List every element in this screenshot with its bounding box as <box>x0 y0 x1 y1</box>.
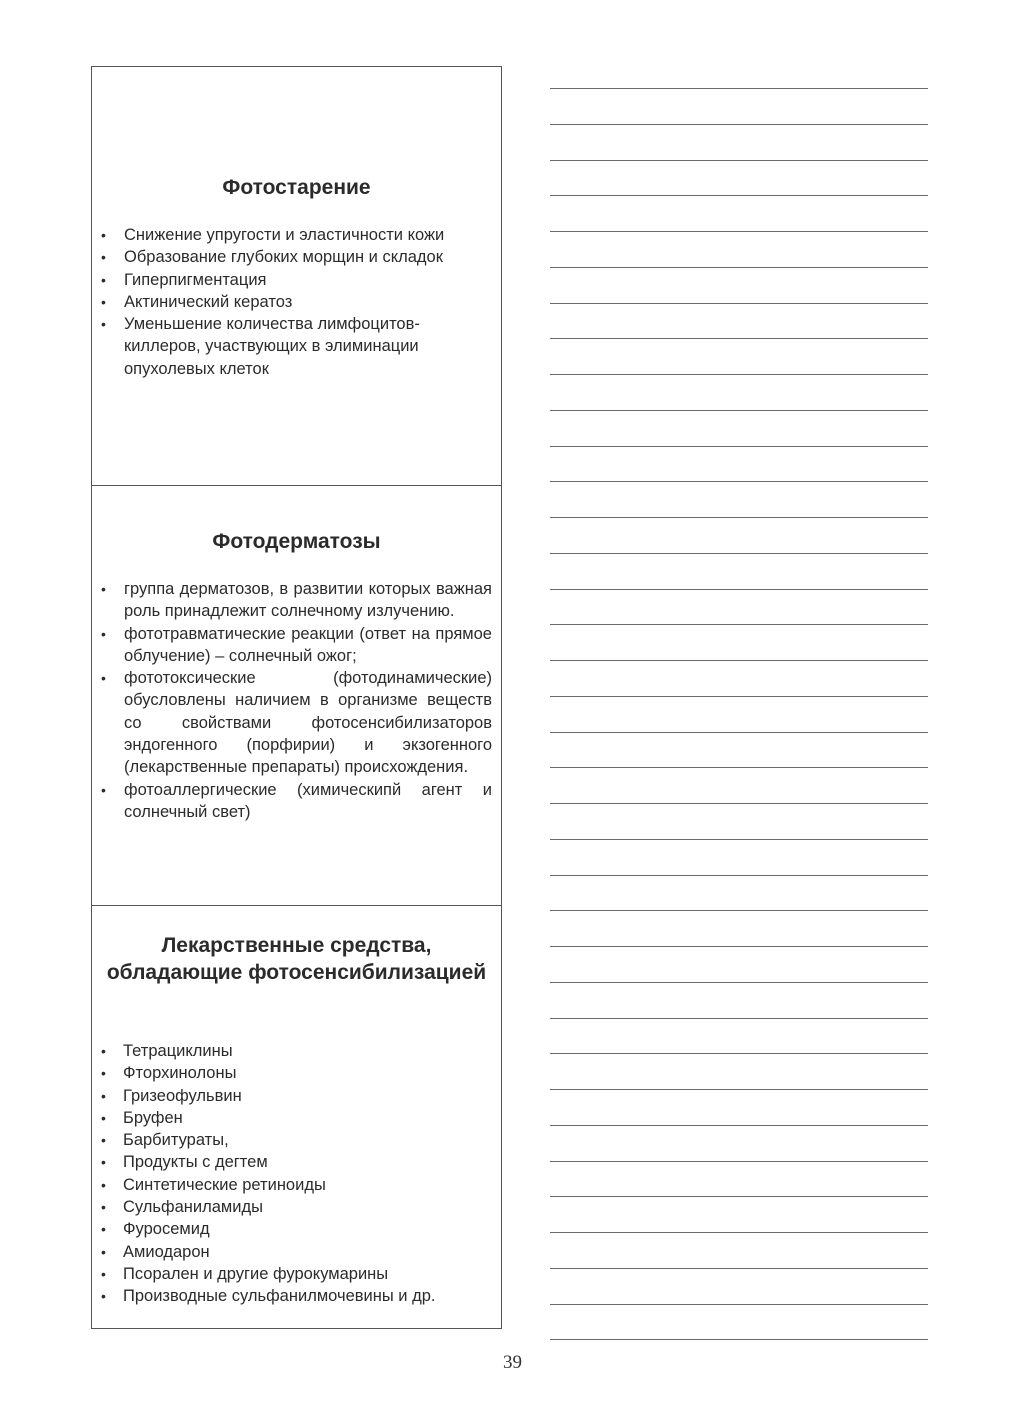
list-item: • Гиперпигментация <box>92 269 492 291</box>
bullet-icon: • <box>101 293 106 310</box>
ruled-line <box>550 1232 928 1233</box>
bullet-icon: • <box>101 1265 106 1282</box>
ruled-line <box>550 338 928 339</box>
list-item: • Фуросемид <box>92 1218 492 1240</box>
ruled-line <box>550 195 928 196</box>
ruled-line <box>550 88 928 89</box>
page-number: 39 <box>503 1352 522 1373</box>
bullet-icon: • <box>101 1176 106 1193</box>
bullet-icon: • <box>101 1087 106 1104</box>
list-item: • фототравматические реакции (ответ на прямое облучение) – солнечный ожог; <box>101 624 492 665</box>
section-photoaging <box>92 67 501 485</box>
bullet-icon: • <box>101 1243 106 1260</box>
ruled-line <box>550 839 928 840</box>
bullet-icon: • <box>101 227 106 243</box>
ruled-line <box>550 410 928 411</box>
list-item: • Барбитураты, <box>92 1129 492 1151</box>
list-item: • Синтетические ретиноиды <box>92 1174 492 1196</box>
bullet-icon: • <box>101 1043 106 1059</box>
bullet-icon: • <box>101 249 106 266</box>
ruled-line <box>550 982 928 983</box>
bullet-icon: • <box>101 781 106 798</box>
ruled-line <box>550 1125 928 1126</box>
ruled-line <box>550 696 928 697</box>
list-item: • Актинический кератоз <box>92 291 492 313</box>
ruled-line <box>550 1339 928 1340</box>
ruled-line <box>550 660 928 661</box>
list-item: • Производные сульфанилмочевины и др. <box>92 1285 492 1307</box>
list-item: • Тетрациклины <box>92 1040 492 1062</box>
list-item: • Продукты с дегтем <box>92 1151 492 1173</box>
list-item: • Сульфаниламиды <box>92 1196 492 1218</box>
list-item: • Гризеофульвин <box>92 1085 492 1107</box>
bullet-icon: • <box>101 1154 106 1171</box>
list-item: • фототоксические (фотодинамические) обусловлены наличием в организме веществ со свойствами фотосенсибилизаторов эндогенного (порфирии) и экзогенного (лекарственные препараты) происхождения. <box>101 669 492 777</box>
ruled-line <box>550 374 928 375</box>
bullet-icon: • <box>101 1221 106 1238</box>
ruled-line <box>550 481 928 482</box>
content-box <box>91 66 502 1329</box>
list-item: • Фторхинолоны <box>92 1062 492 1084</box>
ruled-line <box>550 1161 928 1162</box>
ruled-line <box>550 553 928 554</box>
ruled-line <box>550 946 928 947</box>
bullet-icon: • <box>101 625 106 642</box>
bullet-icon: • <box>101 316 106 333</box>
ruled-line <box>550 446 928 447</box>
section-title: Лекарственные средства, обладающие фотосенсибилизацией <box>106 934 487 984</box>
ruled-line <box>550 803 928 804</box>
notes-ruled-lines <box>550 0 928 1330</box>
ruled-line <box>550 589 928 590</box>
list-item: • Уменьшение количества лимфоцитов-киллеров, участвующих в элиминации опухолевых клеток <box>101 315 420 378</box>
bullet-icon: • <box>101 1109 106 1126</box>
list-item: • группа дерматозов, в развитии которых важная роль принадлежит солнечному излучению. <box>101 580 492 621</box>
ruled-line <box>550 1304 928 1305</box>
list-item: • Псорален и другие фурокумарины <box>92 1263 492 1285</box>
ruled-line <box>550 1053 928 1054</box>
section-photodermatoses <box>92 485 501 905</box>
ruled-line <box>550 303 928 304</box>
ruled-line <box>550 1089 928 1090</box>
list-item: • Образование глубоких морщин и складок <box>92 246 492 268</box>
ruled-line <box>550 517 928 518</box>
ruled-line <box>550 267 928 268</box>
ruled-line <box>550 231 928 232</box>
bullet-icon: • <box>101 1065 106 1082</box>
bullet-icon: • <box>101 1132 106 1149</box>
bullet-icon: • <box>101 1288 106 1305</box>
bullet-icon: • <box>101 581 106 597</box>
bullet-list <box>92 224 492 380</box>
list-item: • Снижение упругости и эластичности кожи <box>92 224 492 246</box>
ruled-line <box>550 875 928 876</box>
ruled-line <box>550 767 928 768</box>
ruled-line <box>550 160 928 161</box>
ruled-line <box>550 732 928 733</box>
bullet-list <box>92 578 492 823</box>
ruled-line <box>550 124 928 125</box>
section-title: Фотодерматозы <box>212 530 381 553</box>
ruled-line <box>550 910 928 911</box>
bullet-list <box>92 1040 492 1308</box>
ruled-line <box>550 1018 928 1019</box>
section-title: Фотостарение <box>222 176 371 199</box>
list-item: • Бруфен <box>92 1107 492 1129</box>
ruled-line <box>550 1196 928 1197</box>
list-item: • фотоаллергические (химическипй агент и солнечный свет) <box>101 780 492 821</box>
ruled-line <box>550 1268 928 1269</box>
bullet-icon: • <box>101 1199 106 1216</box>
list-item: • Амиодарон <box>92 1241 492 1263</box>
bullet-icon: • <box>101 670 106 687</box>
section-photosensitizing-drugs <box>92 905 501 1328</box>
ruled-line <box>550 624 928 625</box>
bullet-icon: • <box>101 271 106 288</box>
